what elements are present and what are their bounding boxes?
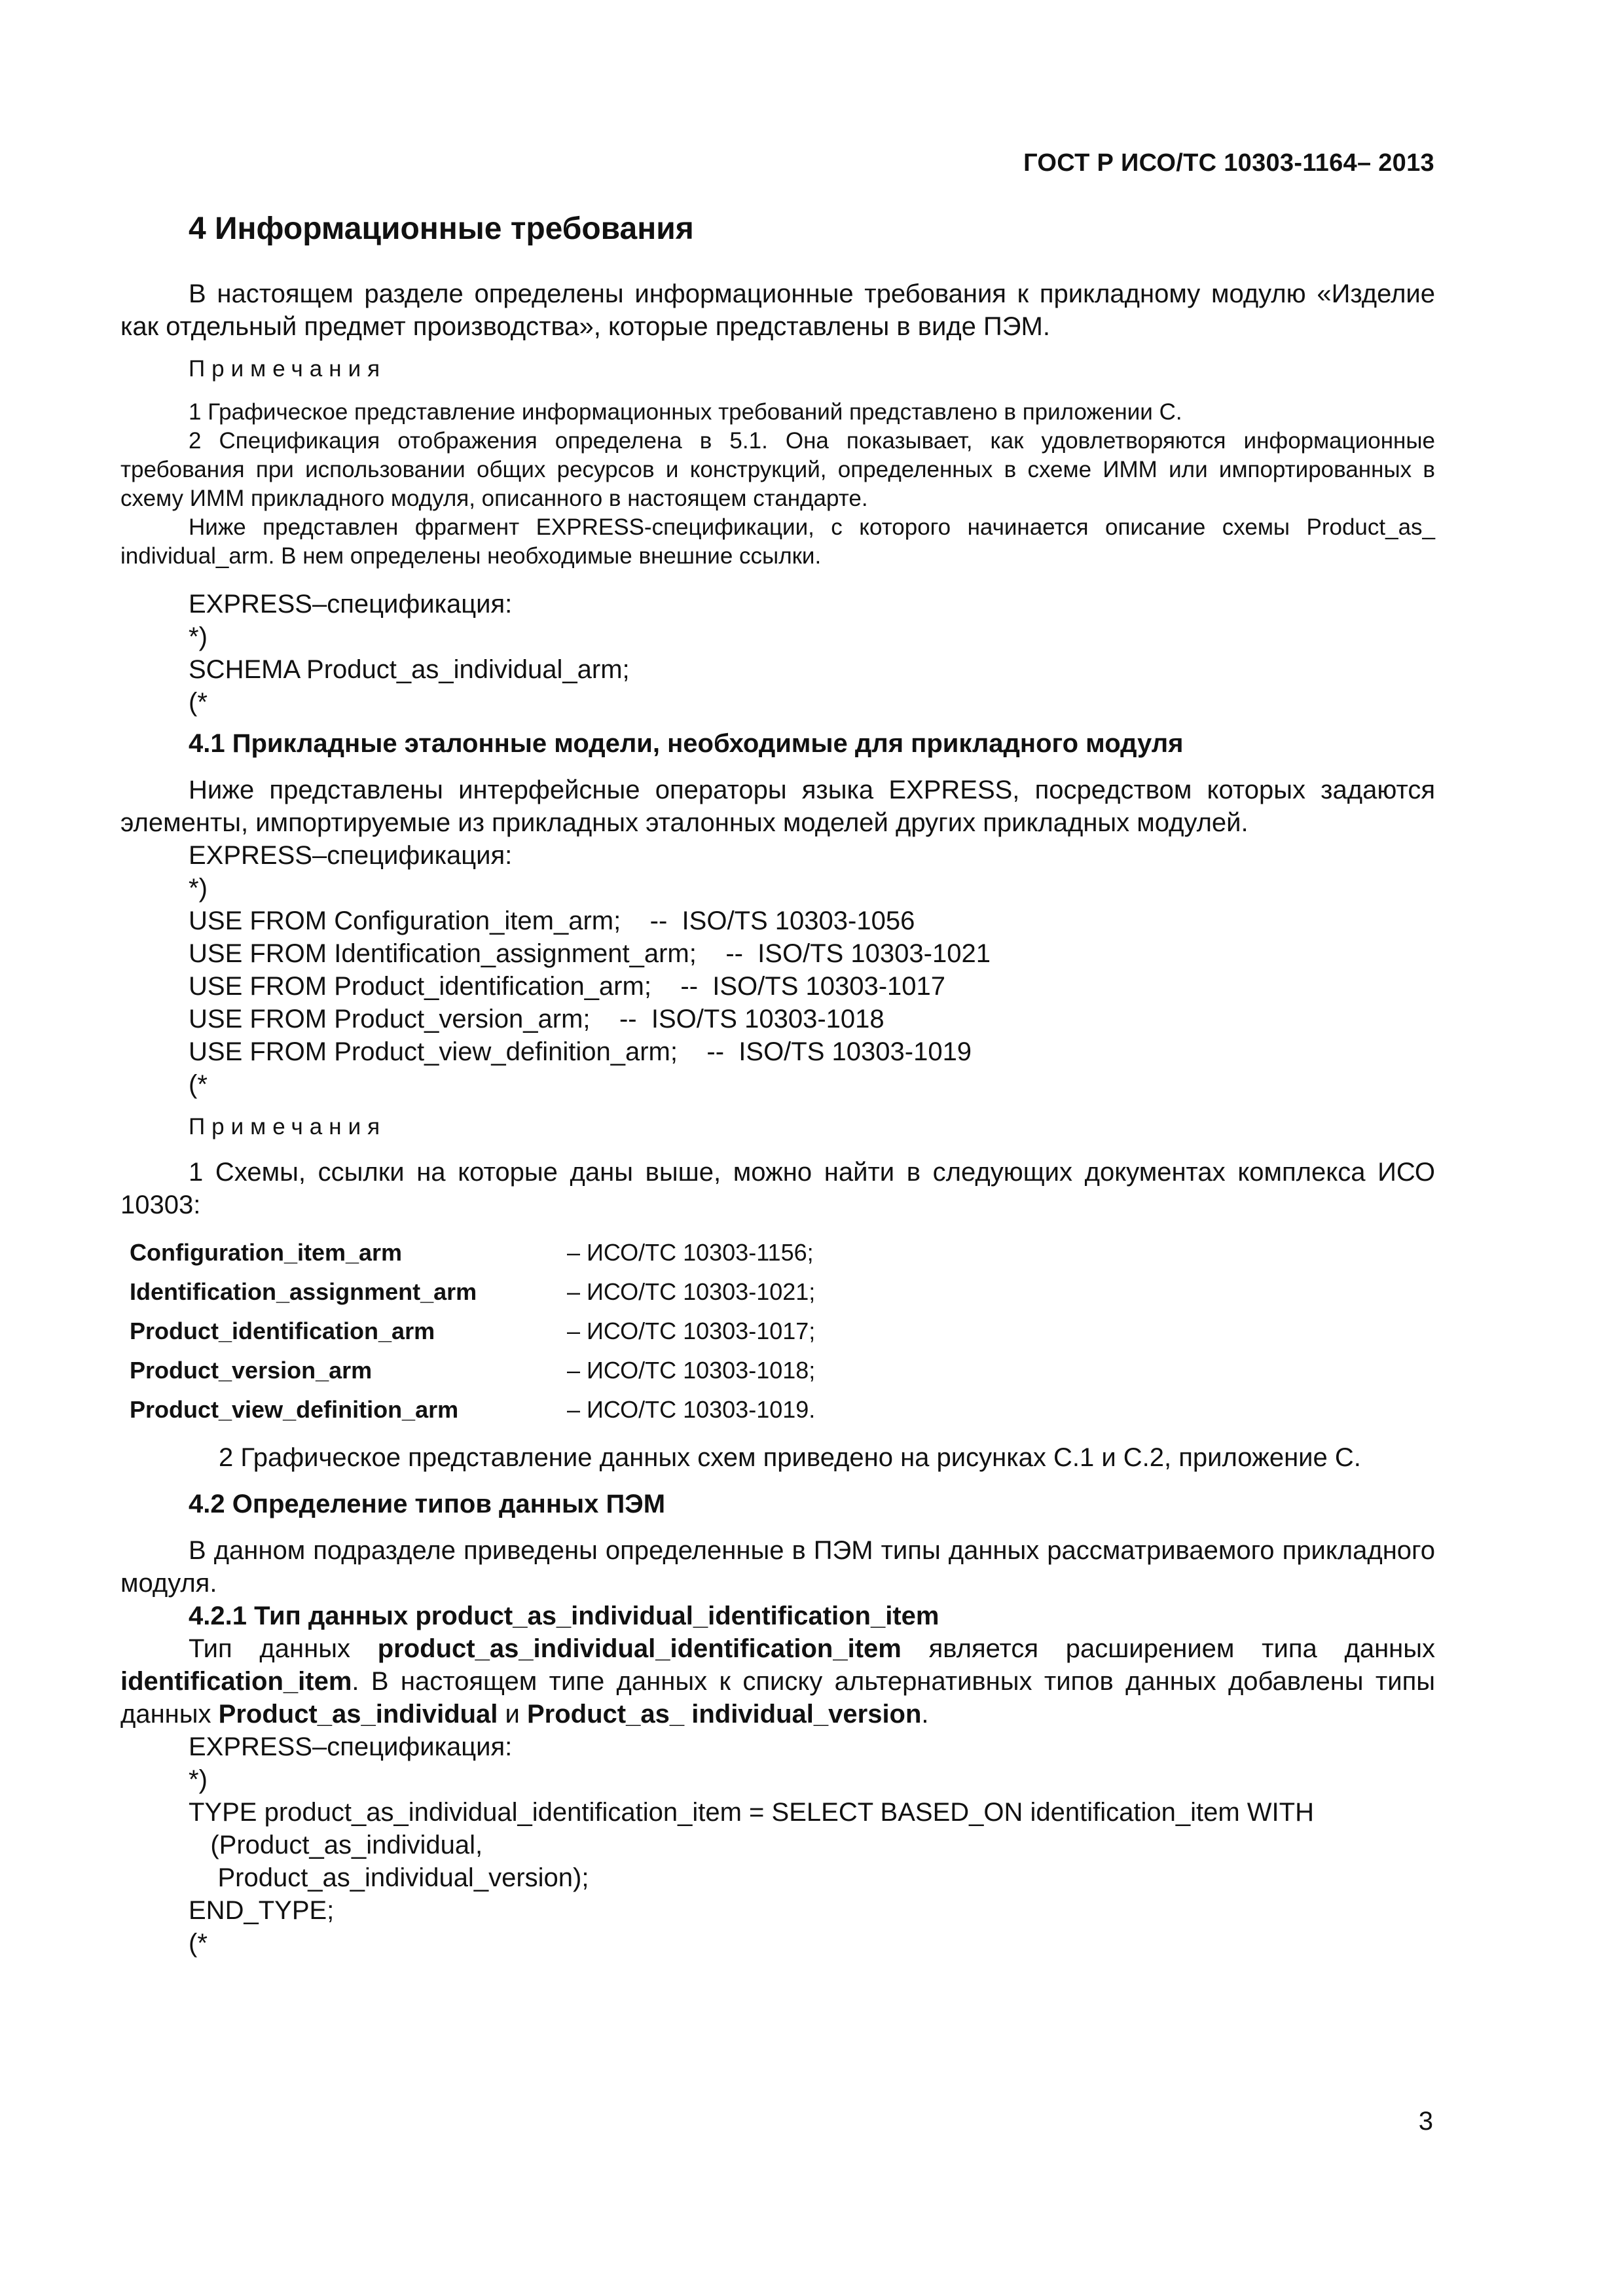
type-definition-line: END_TYPE; [189,1896,335,1925]
notes-title: Примечания [189,356,387,382]
type-name: product_as_individual_identification_item [377,1634,902,1663]
section-intro: В настоящем разделе определены информационные требования к прикладному модулю «Изделие как отдельный предмет производства», которые представлены в виде ПЭМ. [120,279,1435,341]
note-2: 2 Спецификация отображения определена в 5.1. Она показывает, как удовлетворяются информационные требования при использовании общих ресурсов и конструкций, определенных в схеме ИММ или импортированных в схему ИММ прикладного модуля, описанного в настоящем стандарте. [120,428,1435,511]
use-from-line: USE FROM Product_view_definition_arm; -- ISO/TS 10303-1019 [189,1037,972,1066]
code-open: *) [189,874,208,903]
schema-reference-table [130,1233,815,1429]
table-row [130,1351,815,1390]
table-row [130,1272,815,1312]
express-label: EXPRESS–спецификация: [189,590,513,619]
schema-ref: – ИСО/ТС 10303-1021; [567,1278,816,1305]
code-close: (* [189,688,208,717]
table-row [130,1233,815,1272]
schema-name: Product_identification_arm [130,1318,435,1344]
express-label: EXPRESS–спецификация: [189,1732,513,1761]
note-express-fragment: Ниже представлен фрагмент EXPRESS-спецификации, с которого начинается описание схемы Product_as_ individual_arm. В нем определены необходимые внешние ссылки. [120,514,1435,569]
schemas-note-2: 2 Графическое представление данных схем приведено на рисунках С.1 и С.2, приложение С. [219,1443,1361,1472]
schema-ref: – ИСО/ТС 10303-1018; [567,1357,816,1384]
note-1: 1 Графическое представление информационных требований представлено в приложении С. [189,399,1182,425]
schema-name: Identification_assignment_arm [130,1278,477,1305]
subsection-4-1-title: 4.1 Прикладные эталонные модели, необходимые для прикладного модуля [189,729,1184,758]
schema-name: Product_view_definition_arm [130,1396,459,1423]
schema-ref: – ИСО/ТС 10303-1156; [567,1239,814,1266]
schema-name: Product_version_arm [130,1357,373,1384]
type-definition-line: Product_as_individual_version); [189,1863,589,1892]
desc-text: является расширением типа данных [901,1634,1435,1663]
notes-title: Примечания [189,1114,387,1139]
type-definition-line: (Product_as_individual, [189,1831,483,1859]
code-open: *) [189,1765,208,1794]
page-content [120,208,1435,1960]
schema-name: Configuration_item_arm [130,1239,403,1266]
document-code-header: ГОСТ Р ИСО/ТС 10303-1164– 2013 [1023,149,1434,177]
code-close: (* [189,1070,208,1099]
type-name: Product_as_individual [218,1700,498,1729]
schema-ref: – ИСО/ТС 10303-1017; [567,1318,816,1344]
express-label: EXPRESS–спецификация: [189,841,513,870]
subsection-4-2-title: 4.2 Определение типов данных ПЭМ [189,1490,666,1518]
page-number: 3 [1418,2107,1433,2136]
type-definition-line: TYPE product_as_individual_identification_item = SELECT BASED_ON identification_item WITH [189,1798,1314,1827]
schemas-note-1: 1 Схемы, ссылки на которые даны выше, можно найти в следующих документах комплекса ИСО 10303: [120,1158,1435,1219]
type-name: Product_as_ individual_version [527,1700,922,1729]
use-from-line: USE FROM Product_version_arm; -- ISO/TS 10303-1018 [189,1005,884,1033]
code-open: *) [189,622,208,651]
desc-text: . [921,1700,929,1729]
schema-line: SCHEMA Product_as_individual_arm; [189,655,630,684]
subsection-4-2-intro: В данном подразделе приведены определенные в ПЭМ типы данных рассматриваемого прикладного модуля. [120,1536,1435,1598]
type-name: identification_item [120,1667,352,1696]
code-close: (* [189,1929,208,1958]
table-row [130,1390,815,1429]
subsection-4-2-1-description [120,1632,1435,1731]
desc-text: Тип данных [189,1634,378,1663]
table-row [130,1312,815,1351]
schema-ref: – ИСО/ТС 10303-1019. [567,1396,816,1423]
desc-text: и [498,1700,527,1729]
use-from-line: USE FROM Configuration_item_arm; -- ISO/TS 10303-1056 [189,906,915,935]
use-from-line: USE FROM Product_identification_arm; -- ISO/TS 10303-1017 [189,972,946,1001]
subsection-4-2-1-title: 4.2.1 Тип данных product_as_individual_identification_item [189,1602,939,1630]
use-from-line: USE FROM Identification_assignment_arm; -- ISO/TS 10303-1021 [189,939,991,968]
desc-text: . В настоящем типе данных к списку альтернативных типов данных добавлены типы данных [120,1667,1435,1729]
subsection-4-1-intro: Ниже представлены интерфейсные операторы языка EXPRESS, посредством которых задаются элементы, импортируемые из прикладных эталонных моделей других прикладных модулей. [120,776,1435,837]
section-title: 4 Информационные требования [189,211,694,246]
